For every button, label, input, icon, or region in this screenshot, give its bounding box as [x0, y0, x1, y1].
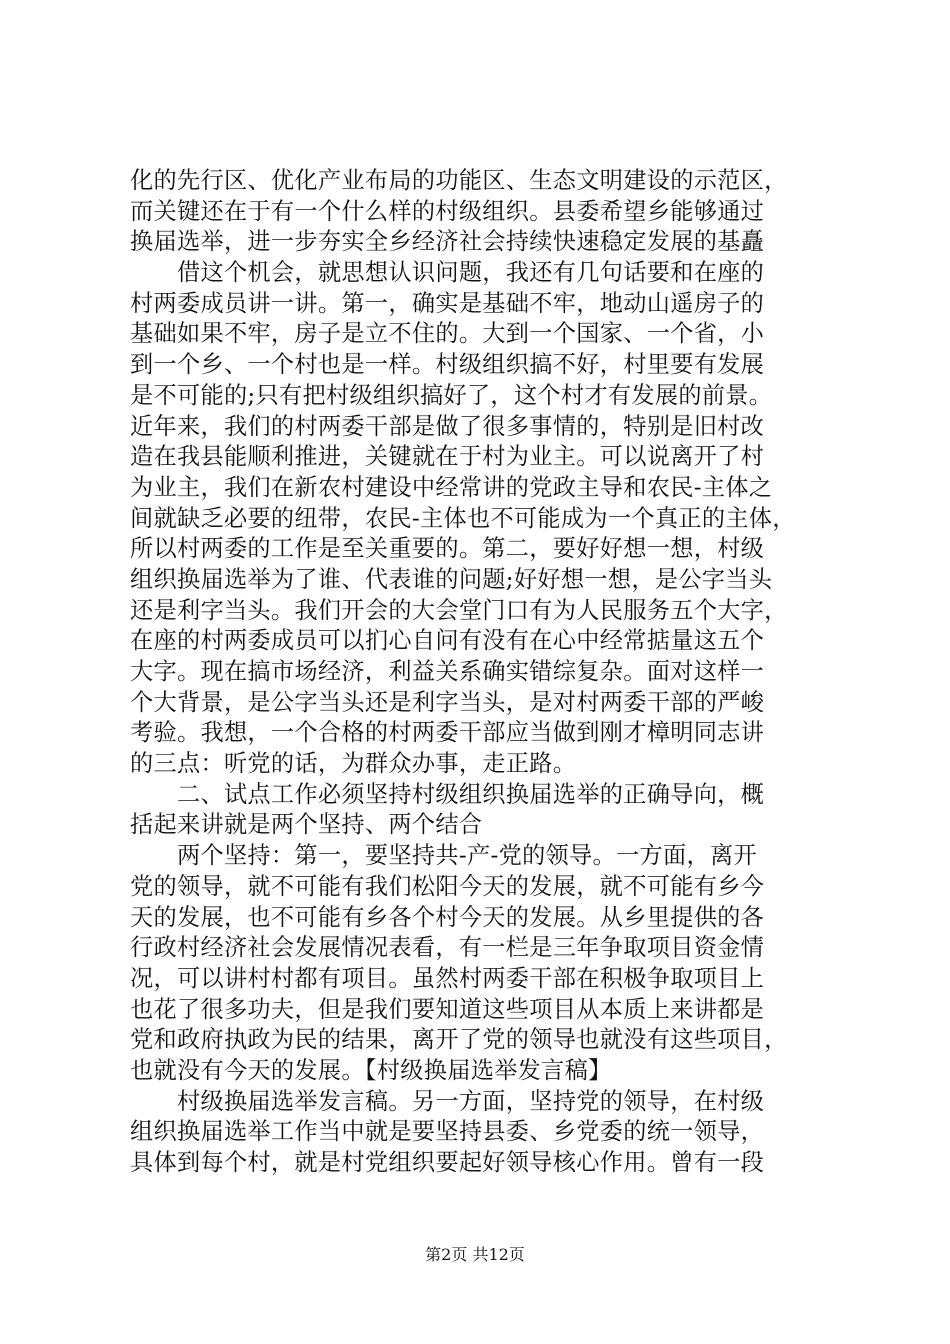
- text-line: 组织换届选举工作当中就是要坚持县委、乡党委的统一领导，: [130, 1118, 765, 1146]
- text-line: 括起来讲就是两个坚持、两个结合: [130, 811, 483, 839]
- text-line: 而关键还在于有一个什么样的村级组织。县委希望乡能够通过: [130, 197, 765, 225]
- text-line: 到一个乡、一个村也是一样。村级组织搞不好，村里要有发展: [130, 351, 765, 379]
- text-line: 党和政府执政为民的结果，离开了党的领导也就没有这些项目，: [130, 1026, 788, 1054]
- text-line: 组织换届选举为了谁、代表谁的问题;好好想一想，是公字当头: [130, 565, 773, 593]
- text-line: 况，可以讲村村都有项目。虽然村两委干部在积极争取项目上: [130, 964, 765, 992]
- text-line: 村级换届选举发言稿。另一方面，坚持党的领导，在村级: [130, 1087, 765, 1115]
- text-line: 行政村经济社会发展情况表看，有一栏是三年争取项目资金情: [130, 934, 765, 962]
- text-line: 为业主，我们在新农村建设中经常讲的党政主导和农民-主体之: [130, 473, 773, 501]
- text-line: 换届选举，进一步夯实全乡经济社会持续快速稳定发展的基矗: [130, 228, 765, 256]
- document-body: [130, 166, 835, 1179]
- page-footer: [0, 1242, 950, 1265]
- text-line: 的三点：听党的话，为群众办事，走正路。: [130, 750, 577, 778]
- text-line: 个大背景，是公字当头还是利字当头，是对村两委干部的严峻: [130, 688, 765, 716]
- text-line: 二、试点工作必须坚持村级组织换届选举的正确导向，概: [130, 780, 765, 808]
- text-line: 是不可能的;只有把村级组织搞好了，这个村才有发展的前景。: [130, 381, 773, 409]
- text-line: 间就缺乏必要的纽带，农民-主体也不可能成为一个真正的主体，: [130, 504, 796, 532]
- page-number-label: 第2页 共12页: [425, 1245, 525, 1264]
- text-line: 考验。我想，一个合格的村两委干部应当做到刚才樟明同志讲: [130, 719, 765, 747]
- text-line: 村两委成员讲一讲。第一，确实是基础不牢，地动山遥房子的: [130, 289, 765, 317]
- text-line: 两个坚持：第一，要坚持共-产-党的领导。一方面，离开: [130, 842, 757, 870]
- text-line: 基础如果不牢，房子是立不住的。大到一个国家、一个省，小: [130, 320, 765, 348]
- text-line: 天的发展，也不可能有乡各个村今天的发展。从乡里提供的各: [130, 903, 765, 931]
- text-line: 所以村两委的工作是至关重要的。第二，要好好想一想，村级: [130, 535, 765, 563]
- text-line: 化的先行区、优化产业布局的功能区、生态文明建设的示范区，: [130, 167, 788, 194]
- text-line: 党的领导，就不可能有我们松阳今天的发展，就不可能有乡今: [130, 872, 765, 900]
- text-line: 还是利字当头。我们开会的大会堂门口有为人民服务五个大字，: [130, 596, 788, 624]
- text-line: 借这个机会，就思想认识问题，我还有几句话要和在座的: [130, 259, 765, 287]
- text-line: 造在我县能顺利推进，关键就在于村为业主。可以说离开了村: [130, 443, 765, 471]
- text-line: 具体到每个村，就是村党组织要起好领导核心作用。曾有一段: [130, 1149, 765, 1176]
- text-line: 大字。现在搞市场经济，利益关系确实错综复杂。面对这样一: [130, 658, 765, 685]
- text-line: 也花了很多功夫，但是我们要知道这些项目从本质上来讲都是: [130, 995, 765, 1023]
- text-line: 近年来，我们的村两委干部是做了很多事情的，特别是旧村改: [130, 412, 765, 440]
- text-line: 也就没有今天的发展。【村级换届选举发言稿】: [130, 1056, 612, 1084]
- text-line: 在座的村两委成员可以扪心自问有没有在心中经常掂量这五个: [130, 627, 765, 655]
